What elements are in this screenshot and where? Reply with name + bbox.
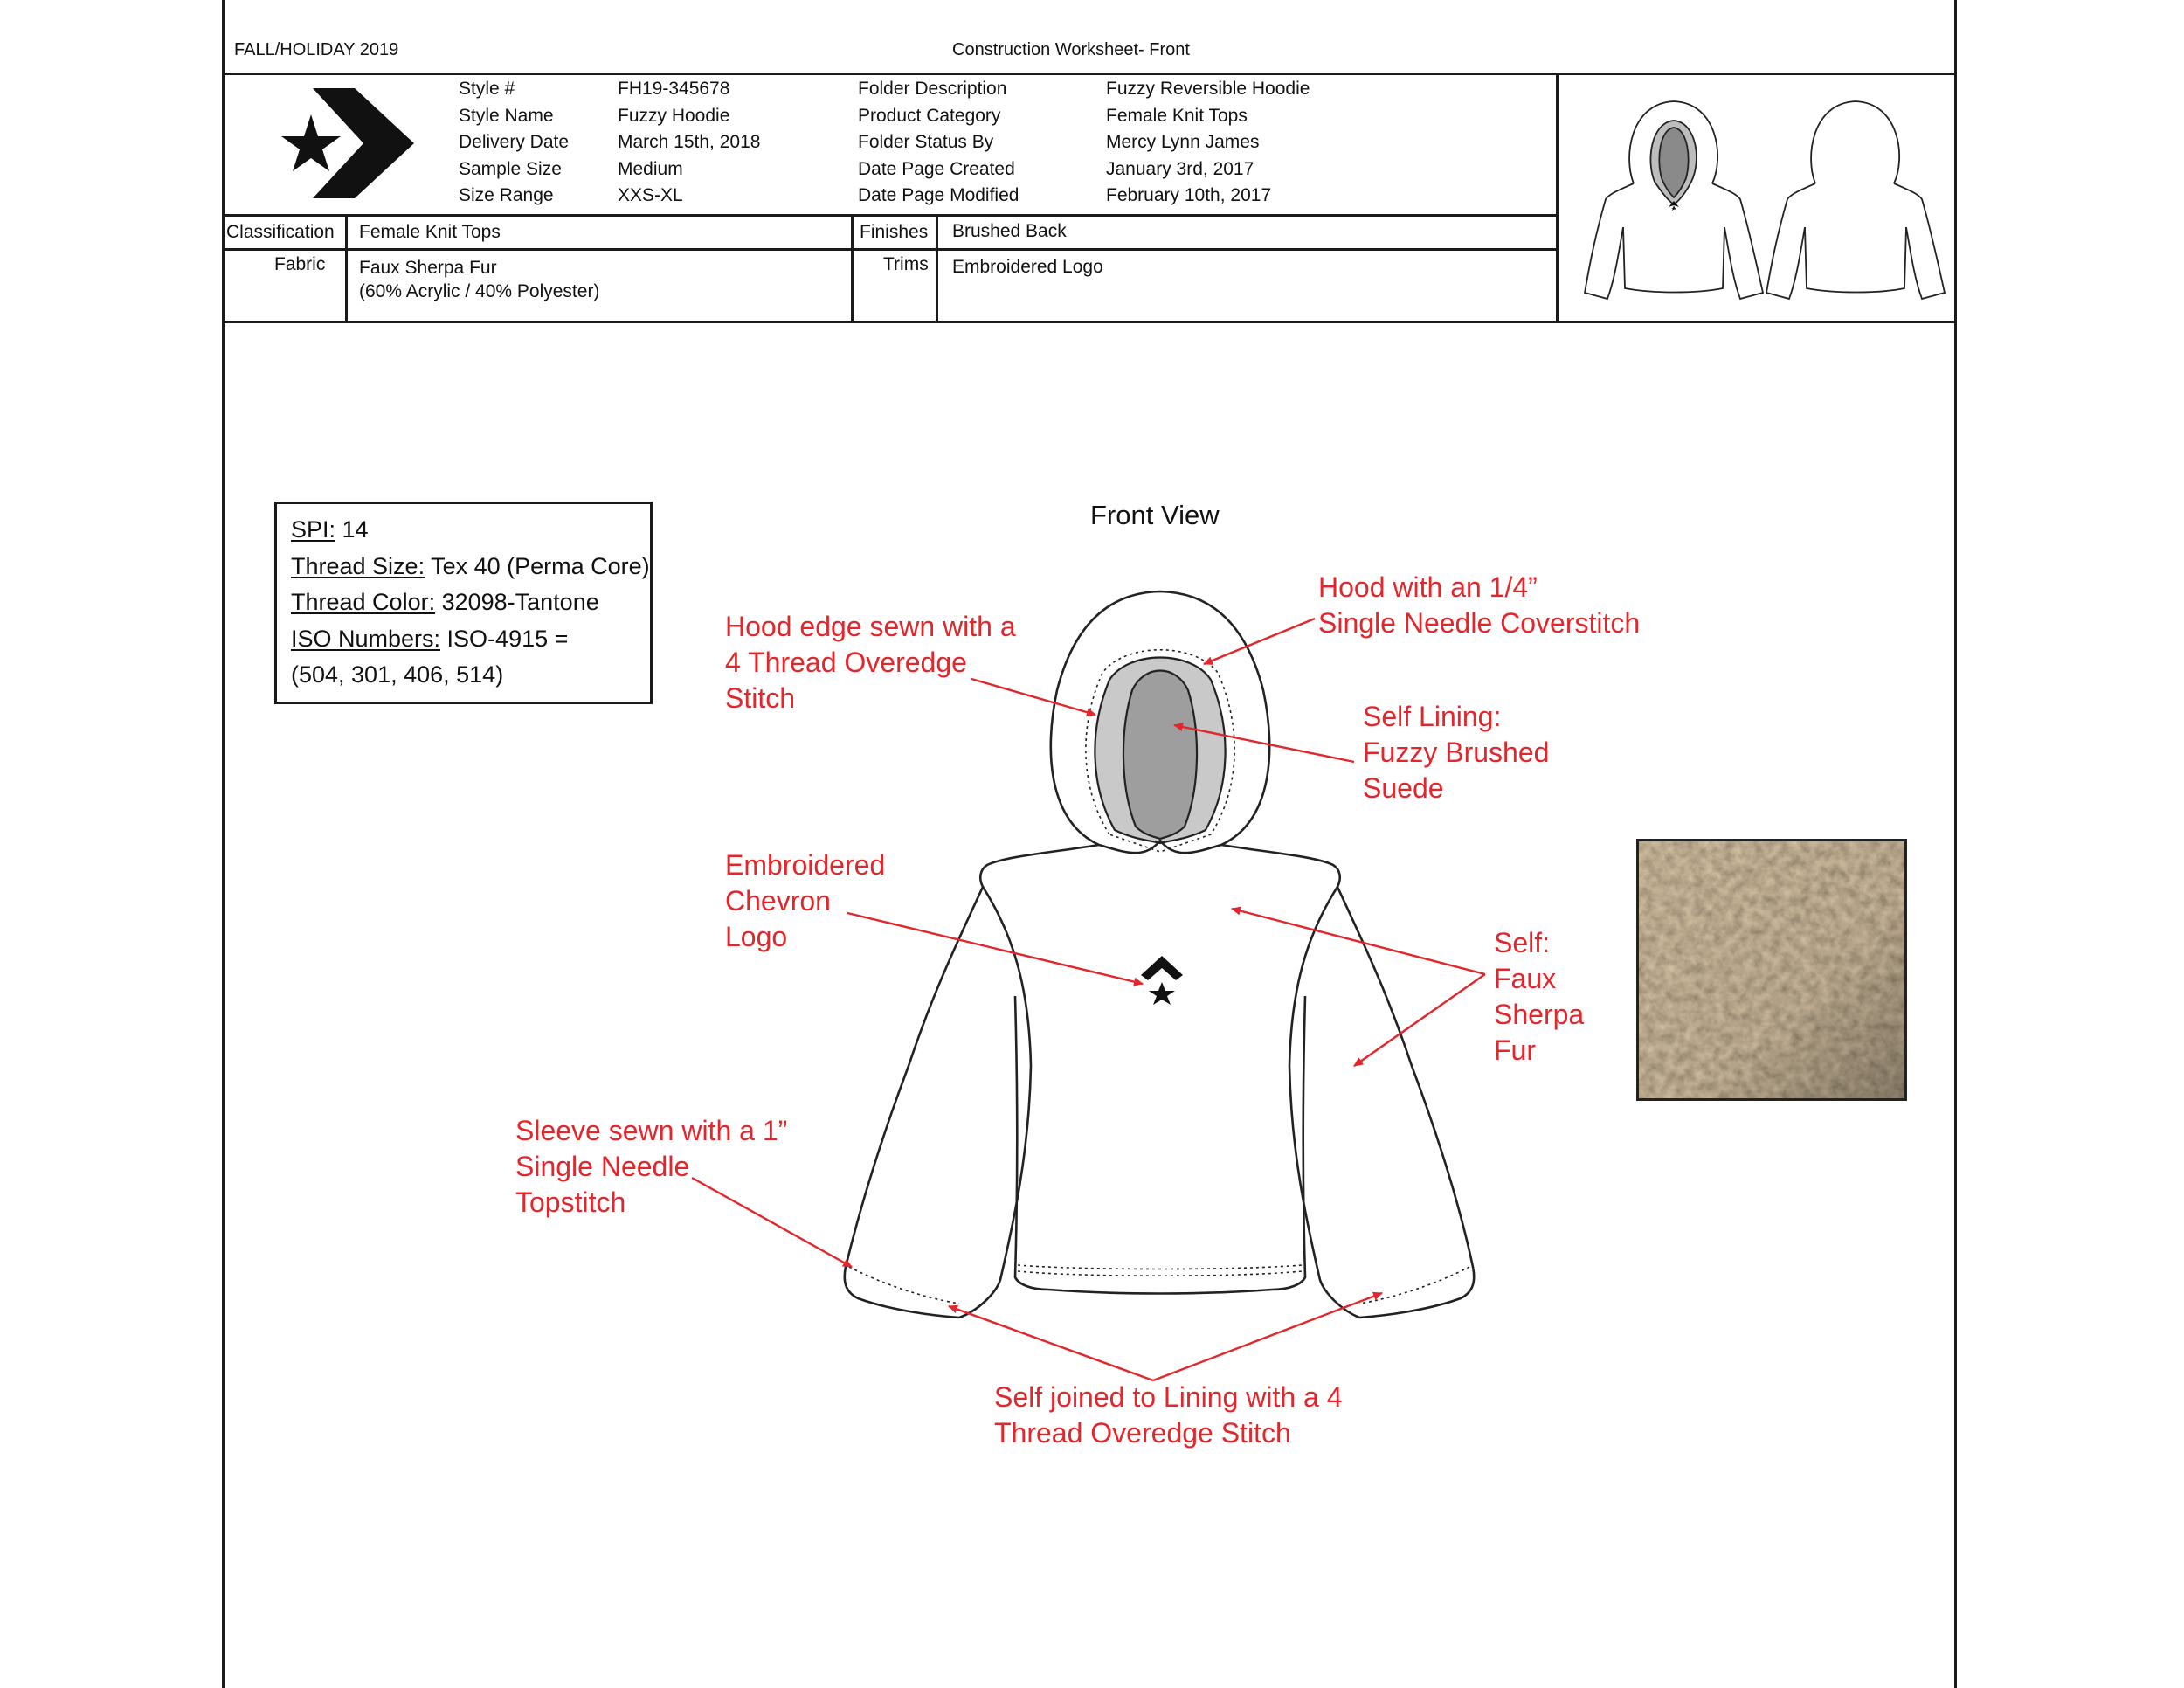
callout-hood-cover-line-2: Single Needle Coverstitch bbox=[1318, 607, 1641, 639]
callout-hood-edge bbox=[725, 609, 1016, 716]
delivery-date-label: Delivery Date bbox=[459, 132, 570, 152]
callout-self-joined-lining bbox=[994, 1380, 1342, 1451]
folder-description-label: Folder Description bbox=[858, 79, 1007, 99]
size-range-value: XXS-XL bbox=[618, 185, 683, 205]
trims-value: Embroidered Logo bbox=[952, 257, 1103, 277]
date-modified-label: Date Page Modified bbox=[858, 185, 1019, 205]
callout-hood-edge-line-1: Hood edge sewn with a bbox=[725, 611, 1016, 642]
classification-value: Female Knit Tops bbox=[359, 222, 501, 242]
callout-lining-line-2: Fuzzy Brushed bbox=[1363, 737, 1550, 768]
callout-self-line-2: Faux bbox=[1494, 963, 1557, 994]
callout-chevron-logo bbox=[725, 847, 885, 955]
folder-status-label: Folder Status By bbox=[858, 132, 994, 152]
fabric-composition: (60% Acrylic / 40% Polyester) bbox=[359, 281, 600, 301]
thread-size-label: Thread Size: bbox=[291, 552, 425, 579]
chest-logo-icon bbox=[1141, 956, 1183, 1005]
callout-hood-edge-line-2: 4 Thread Overedge bbox=[725, 647, 967, 678]
fabric-label: Fabric bbox=[274, 254, 326, 274]
finishes-value: Brushed Back bbox=[952, 221, 1067, 241]
trims-label: Trims bbox=[883, 254, 929, 274]
spi-label: SPI: bbox=[291, 516, 336, 543]
sample-size-label: Sample Size bbox=[459, 158, 562, 179]
date-created-value: January 3rd, 2017 bbox=[1106, 158, 1254, 179]
callout-logo-line-1: Embroidered bbox=[725, 849, 886, 881]
callout-self-lining bbox=[1363, 699, 1549, 806]
callout-self-line-3: Sherpa bbox=[1494, 999, 1585, 1030]
callout-logo-line-3: Logo bbox=[725, 921, 788, 952]
callout-self-line-1: Self: bbox=[1494, 927, 1551, 958]
date-modified-value: February 10th, 2017 bbox=[1106, 185, 1272, 205]
callout-joined-line-1: Self joined to Lining with a 4 bbox=[994, 1381, 1343, 1413]
front-view-title: Front View bbox=[1090, 500, 1220, 530]
callout-self-line-4: Fur bbox=[1494, 1034, 1536, 1066]
callout-hood-cover-line-1: Hood with an 1/4” bbox=[1318, 571, 1538, 603]
page-title: Construction Worksheet- Front bbox=[952, 40, 1190, 59]
thread-color-label: Thread Color: bbox=[291, 589, 436, 615]
callout-sleeve-line-2: Single Needle bbox=[515, 1151, 690, 1182]
callout-joined-line-2: Thread Overedge Stitch bbox=[994, 1417, 1291, 1449]
style-number-value: FH19-345678 bbox=[618, 79, 730, 99]
folder-description-value: Fuzzy Reversible Hoodie bbox=[1106, 79, 1310, 99]
size-range-label: Size Range bbox=[459, 185, 554, 205]
product-category-label: Product Category bbox=[858, 105, 1001, 126]
callout-lining-line-1: Self Lining: bbox=[1363, 701, 1502, 732]
iso-label: ISO Numbers: bbox=[291, 625, 441, 652]
iso-value: ISO-4915 = bbox=[440, 625, 569, 652]
classification-label: Classification bbox=[226, 222, 335, 242]
sample-size-value: Medium bbox=[618, 158, 683, 179]
iso-codes: (504, 301, 406, 514) bbox=[291, 661, 504, 688]
season-label: FALL/HOLIDAY 2019 bbox=[234, 40, 399, 59]
callout-hood-edge-line-3: Stitch bbox=[725, 682, 796, 714]
spi-value: 14 bbox=[335, 516, 369, 543]
callout-hood-coverstitch bbox=[1318, 570, 1640, 641]
thread-size-value: Tex 40 (Perma Core) bbox=[425, 552, 650, 579]
delivery-date-value: March 15th, 2018 bbox=[618, 132, 761, 152]
callout-sleeve-line-1: Sleeve sewn with a 1” bbox=[515, 1115, 788, 1146]
callout-sleeve-line-3: Topstitch bbox=[515, 1186, 626, 1218]
thread-color-value: 32098-Tantone bbox=[435, 589, 599, 615]
date-created-label: Date Page Created bbox=[858, 158, 1015, 179]
sherpa-fur-swatch bbox=[1636, 839, 1907, 1101]
finishes-label: Finishes bbox=[860, 222, 929, 242]
folder-status-value: Mercy Lynn James bbox=[1106, 132, 1260, 152]
style-name-label: Style Name bbox=[459, 105, 554, 126]
fabric-value: Faux Sherpa Fur bbox=[359, 258, 497, 278]
style-name-value: Fuzzy Hoodie bbox=[618, 105, 730, 126]
product-category-value: Female Knit Tops bbox=[1106, 105, 1248, 126]
callout-sleeve-topstitch bbox=[515, 1113, 787, 1221]
callout-self-fabric bbox=[1494, 925, 1584, 1069]
callout-lining-line-3: Suede bbox=[1363, 772, 1444, 804]
style-number-label: Style # bbox=[459, 79, 515, 99]
callout-logo-line-2: Chevron bbox=[725, 885, 831, 917]
